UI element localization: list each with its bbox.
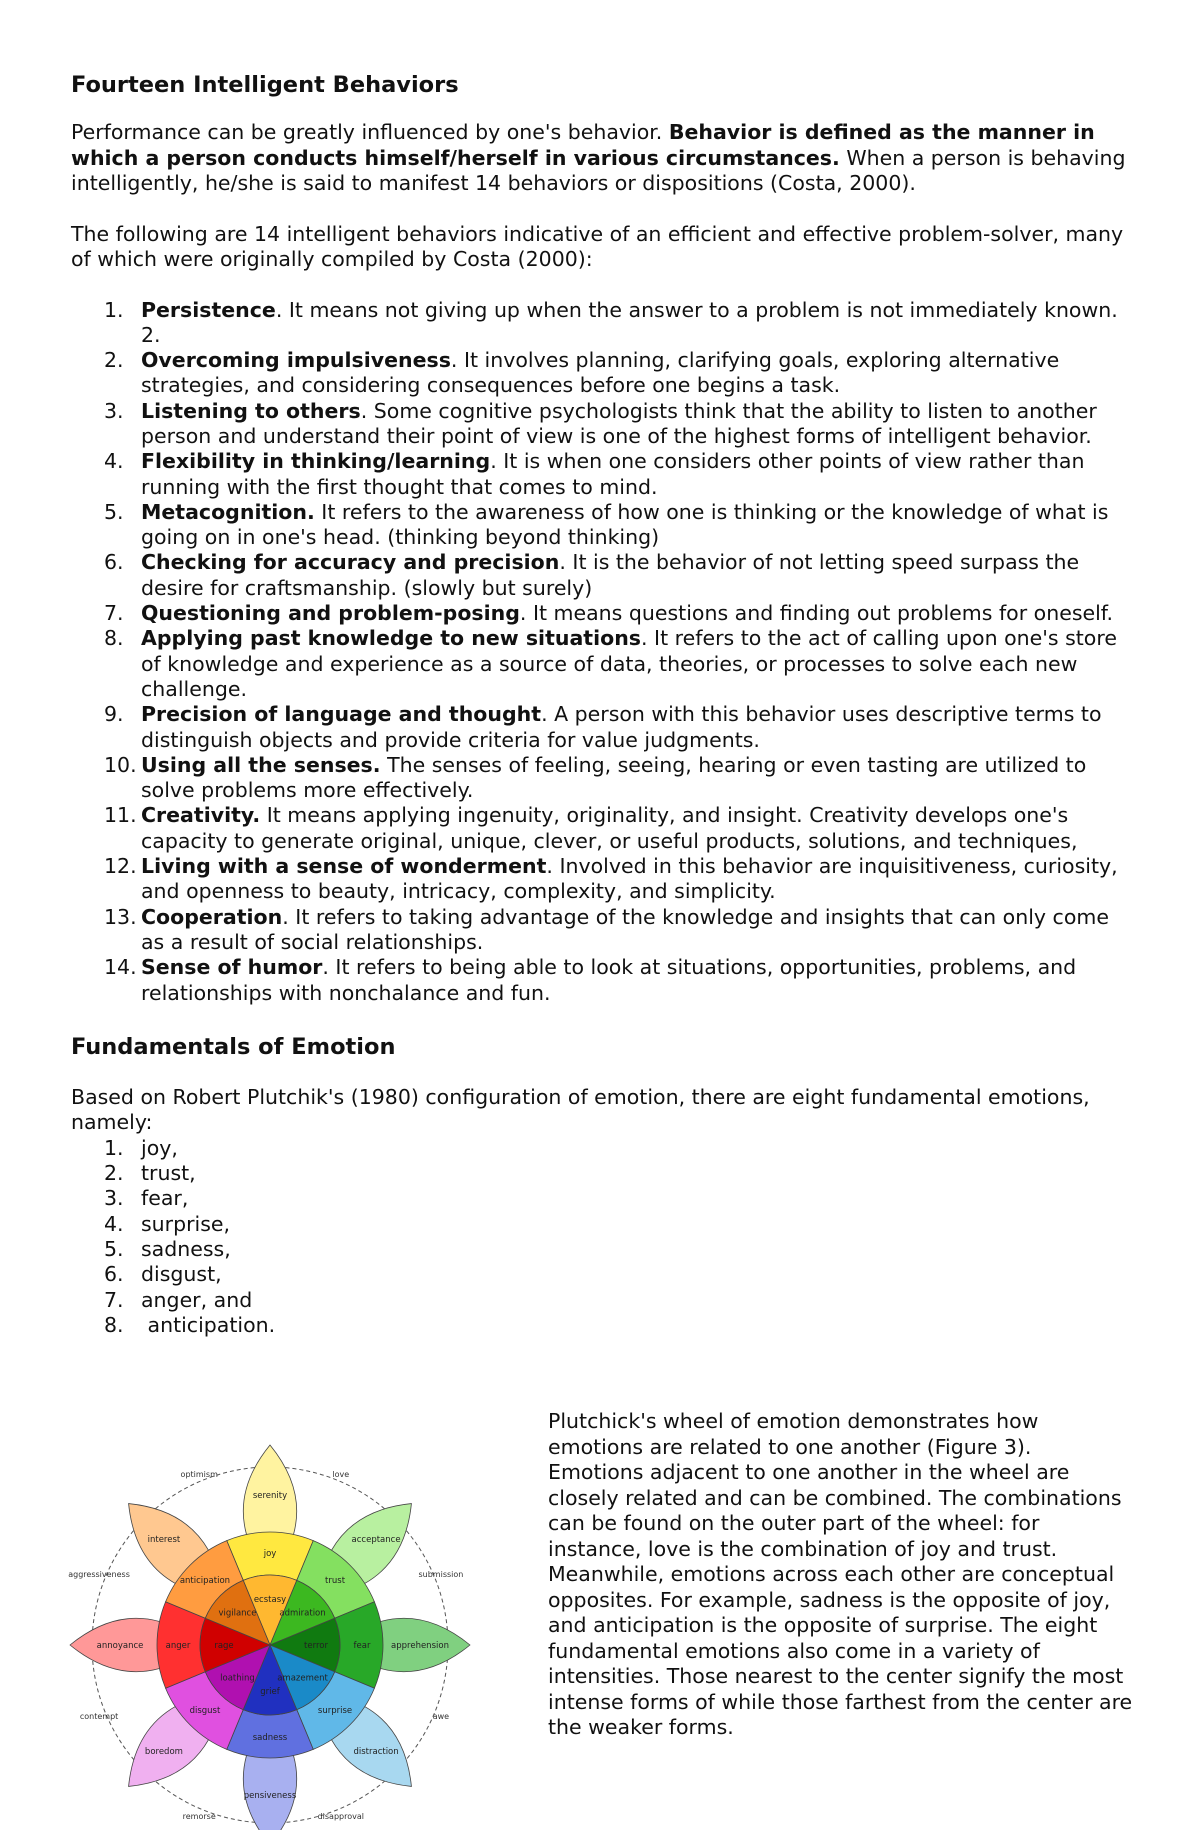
behavior-number: 7.: [104, 601, 124, 626]
emotion-name: joy,: [141, 1135, 178, 1160]
wheel-label-outer: serenity: [252, 1491, 288, 1501]
wheel-dyad-label: submission: [418, 1570, 464, 1580]
emotion-name: fear,: [141, 1186, 189, 1211]
behavior-number: 10.: [104, 752, 137, 777]
wheel-label-inner: admiration: [279, 1608, 326, 1619]
behavior-description: It means applying ingenuity, originality, and insight. Creativity develops one's capacity to generate original, unique, clever, or useful products, solutions, and techniques,: [141, 803, 1078, 853]
wheel-label-outer: apprehension: [391, 1641, 449, 1651]
behavior-number: 4.: [104, 449, 124, 474]
wheel-label-middle: joy: [263, 1549, 277, 1559]
emotion-item: [71, 1186, 1131, 1211]
wheel-dyad-label: aggressiveness: [68, 1570, 130, 1580]
wheel-label-outer: acceptance: [351, 1534, 401, 1545]
behaviors-lead-paragraph: The following are 14 intelligent behaviors indicative of an efficient and effective problem-solver, many of which were originally compiled by Costa (2000):: [71, 221, 1124, 271]
behavior-description: The senses of feeling, seeing, hearing or even tasting are utilized to solve problems more effectively.: [141, 752, 1087, 803]
emotion-number: 8.: [104, 1312, 124, 1337]
wheel-dyad-label: contempt: [79, 1711, 119, 1721]
wheel-label-outer: annoyance: [96, 1641, 144, 1651]
wheel-label-middle: disgust: [189, 1706, 221, 1717]
behavior-term: Questioning and problem-posing: [141, 601, 520, 626]
behavior-item: [71, 955, 1131, 1006]
behavior-number: 14.: [104, 955, 137, 980]
emotion-item: [71, 1262, 1131, 1287]
wheel-label-middle: anticipation: [179, 1575, 231, 1586]
behavior-description: It refers to the awareness of how one is thinking or the knowledge of what is going on in one's head. (thinking beyond thinking): [141, 499, 1109, 550]
behavior-item: [71, 626, 1131, 702]
behavior-description: . It involves planning, clarifying goals, exploring alternative strategies, and considering consequences before one begins a task.: [141, 348, 1060, 398]
emotion-number: 5.: [104, 1237, 124, 1261]
wheel-label-outer: distraction: [353, 1747, 399, 1758]
section-title-intelligent-behaviors: Fourteen Intelligent Behaviors: [71, 72, 459, 98]
behavior-description: . It is when one considers other points of view rather than running with the first thought that comes to mind.: [141, 449, 1085, 499]
wheel-dyad-label: awe: [432, 1711, 450, 1721]
behavior-term: Checking for accuracy and precision: [141, 550, 560, 575]
behavior-description: . It refers to taking advantage of the knowledge and insights that can only come as a result of social relationships.: [141, 904, 1109, 954]
emotion-item: [71, 1212, 1131, 1237]
behavior-item: [71, 500, 1131, 551]
wheel-dyad-label: optimism: [180, 1470, 218, 1480]
emotion-name: anger, and: [141, 1287, 253, 1312]
behavior-description: . It refers to being able to look at situations, opportunities, problems, and relationships with nonchalance and fun.: [141, 955, 1077, 1005]
emotion-name: anticipation.: [141, 1312, 276, 1337]
intro-paragraph: [71, 120, 1131, 197]
behavior-term: Persistence: [141, 297, 276, 322]
wheel-label-inner: vigilance: [218, 1608, 257, 1619]
behavior-item: [71, 550, 1131, 601]
behavior-term: Applying past knowledge to new situations: [141, 626, 642, 651]
behavior-term: Cooperation: [141, 904, 283, 929]
behavior-description: . It means questions and finding out problems for oneself.: [519, 601, 1114, 626]
wheel-label-middle: fear: [353, 1641, 371, 1651]
plutchik-wheel-figure: [20, 1430, 515, 1830]
behavior-term: Sense of humor: [141, 955, 323, 980]
wheel-label-inner: grief: [260, 1687, 280, 1697]
behavior-number: 13.: [104, 904, 137, 929]
behavior-item: [71, 702, 1131, 753]
behavior-item: [71, 399, 1131, 450]
wheel-label-middle: anger: [165, 1641, 191, 1651]
emotions-list: [71, 1136, 1131, 1338]
behavior-item: [71, 449, 1131, 500]
behavior-term: Using all the senses.: [141, 752, 381, 777]
emotions-lead-paragraph: Based on Robert Plutchik's (1980) configuration of emotion, there are eight fundamental emotions, namely:: [71, 1084, 1090, 1135]
wheel-description-paragraph: Plutchick's wheel of emotion demonstrates how emotions are related to one another (Figure 3). Emotions adjacent to one another in the wheel are closely related and can be combined. The combinations can be found on the outer part of the wheel: for instance, love is the combination of joy and trust. Meanwhile, emotions across each other are conceptual opposites. For example, sadness is the opposite of joy, and anticipation is the opposite of surprise. The eight fundamental emotions also come in a variety of intensities. Those nearest to the center signify the most intense forms of while those farthest from the center are the weaker forms.: [548, 1409, 1133, 1739]
behavior-number: 6.: [104, 550, 124, 575]
emotion-number: 7.: [104, 1287, 124, 1312]
emotion-item: [71, 1136, 1131, 1161]
behavior-number: 9.: [104, 702, 124, 727]
emotion-number: 4.: [104, 1211, 124, 1236]
emotion-number: 6.: [104, 1262, 124, 1287]
behavior-description: . It means not giving up when the answer to a problem is not immediately known. 2.: [141, 297, 1118, 347]
wheel-label-outer: boredom: [144, 1747, 183, 1758]
behavior-number: 2.: [104, 348, 124, 373]
behavior-term: Precision of language and thought: [141, 702, 542, 727]
wheel-label-middle: trust: [325, 1575, 346, 1586]
behavior-item: [71, 854, 1131, 905]
behavior-number: 3.: [104, 398, 124, 423]
wheel-label-inner: loathing: [220, 1673, 255, 1684]
emotion-item: [71, 1237, 1131, 1262]
behavior-term: Overcoming impulsiveness: [141, 348, 451, 373]
behavior-description: . It is the behavior of not letting speed surpass the desire for craftsmanship. (slowly but surely): [141, 550, 1080, 600]
behavior-term: Creativity.: [141, 803, 261, 828]
section-title-emotion: Fundamentals of Emotion: [71, 1033, 396, 1060]
behavior-definition: Behavior is defined as the manner in which a person conducts himself/herself in various circumstances.: [71, 120, 1095, 170]
behaviors-list: [71, 298, 1131, 1006]
behavior-term: Flexibility in thinking/learning: [141, 449, 491, 474]
wheel-label-middle: sadness: [252, 1733, 288, 1743]
behavior-number: 1.: [104, 297, 124, 322]
behavior-description: . Some cognitive psychologists think that the ability to listen to another person and understand their point of view is one of the highest forms of intelligent behavior.: [141, 398, 1097, 448]
emotion-item: [71, 1288, 1131, 1313]
behavior-description: . It refers to the act of calling upon one's store of knowledge and experience as a source of data, theories, or processes to solve each new challenge.: [141, 626, 1117, 701]
intro-text-1: Performance can be greatly influenced by one's behavior.: [71, 120, 669, 144]
intro-text-2: When a person is behaving intelligently, he/she is said to manifest 14 behaviors or dispositions (Costa, 2000).: [71, 145, 1126, 195]
behavior-item: [71, 298, 1131, 349]
wheel-dyad-label: disapproval: [317, 1811, 364, 1821]
emotion-name: surprise,: [141, 1211, 231, 1236]
document-page: [71, 70, 1131, 1338]
wheel-label-inner: terror: [304, 1641, 328, 1651]
wheel-dyad-label: remorse: [182, 1811, 216, 1821]
behavior-term: Listening to others: [141, 398, 361, 423]
behavior-number: 11.: [104, 803, 137, 828]
emotion-number: 3.: [104, 1186, 124, 1211]
behavior-number: 12.: [104, 854, 137, 879]
behavior-item: [71, 905, 1131, 956]
behavior-item: [71, 348, 1131, 399]
wheel-label-inner: rage: [214, 1641, 234, 1651]
behavior-description: . Involved in this behavior are inquisitiveness, curiosity, and openness to beauty, intricacy, complexity, and simplicity.: [141, 854, 1118, 904]
emotion-number: 1.: [104, 1135, 124, 1160]
wheel-label-outer: interest: [147, 1534, 181, 1545]
petal-outer-serenity: [243, 1445, 296, 1534]
behavior-item: [71, 803, 1131, 854]
behavior-item: [71, 601, 1131, 626]
wheel-label-inner: ecstasy: [253, 1595, 287, 1605]
wheel-label-inner: amazement: [277, 1673, 328, 1684]
emotion-number: 2.: [104, 1161, 124, 1186]
behavior-term: Living with a sense of wonderment: [141, 854, 547, 879]
emotion-item: [71, 1161, 1131, 1186]
behavior-term: Metacognition.: [141, 499, 315, 524]
wheel-label-outer: pensiveness: [243, 1791, 297, 1801]
behavior-number: 5.: [104, 499, 124, 524]
plutchik-wheel: [20, 1430, 515, 1830]
behavior-item: [71, 753, 1131, 804]
emotion-item: [71, 1313, 1131, 1338]
behavior-description: . A person with this behavior uses descriptive terms to distinguish objects and provide criteria for value judgments.: [141, 702, 1102, 752]
wheel-dyad-label: love: [332, 1470, 350, 1480]
emotion-name: trust,: [141, 1161, 196, 1186]
wheel-label-middle: surprise: [317, 1706, 353, 1717]
emotion-name: disgust,: [141, 1262, 222, 1287]
behavior-number: 8.: [104, 626, 124, 651]
emotion-name: sadness,: [141, 1237, 231, 1261]
